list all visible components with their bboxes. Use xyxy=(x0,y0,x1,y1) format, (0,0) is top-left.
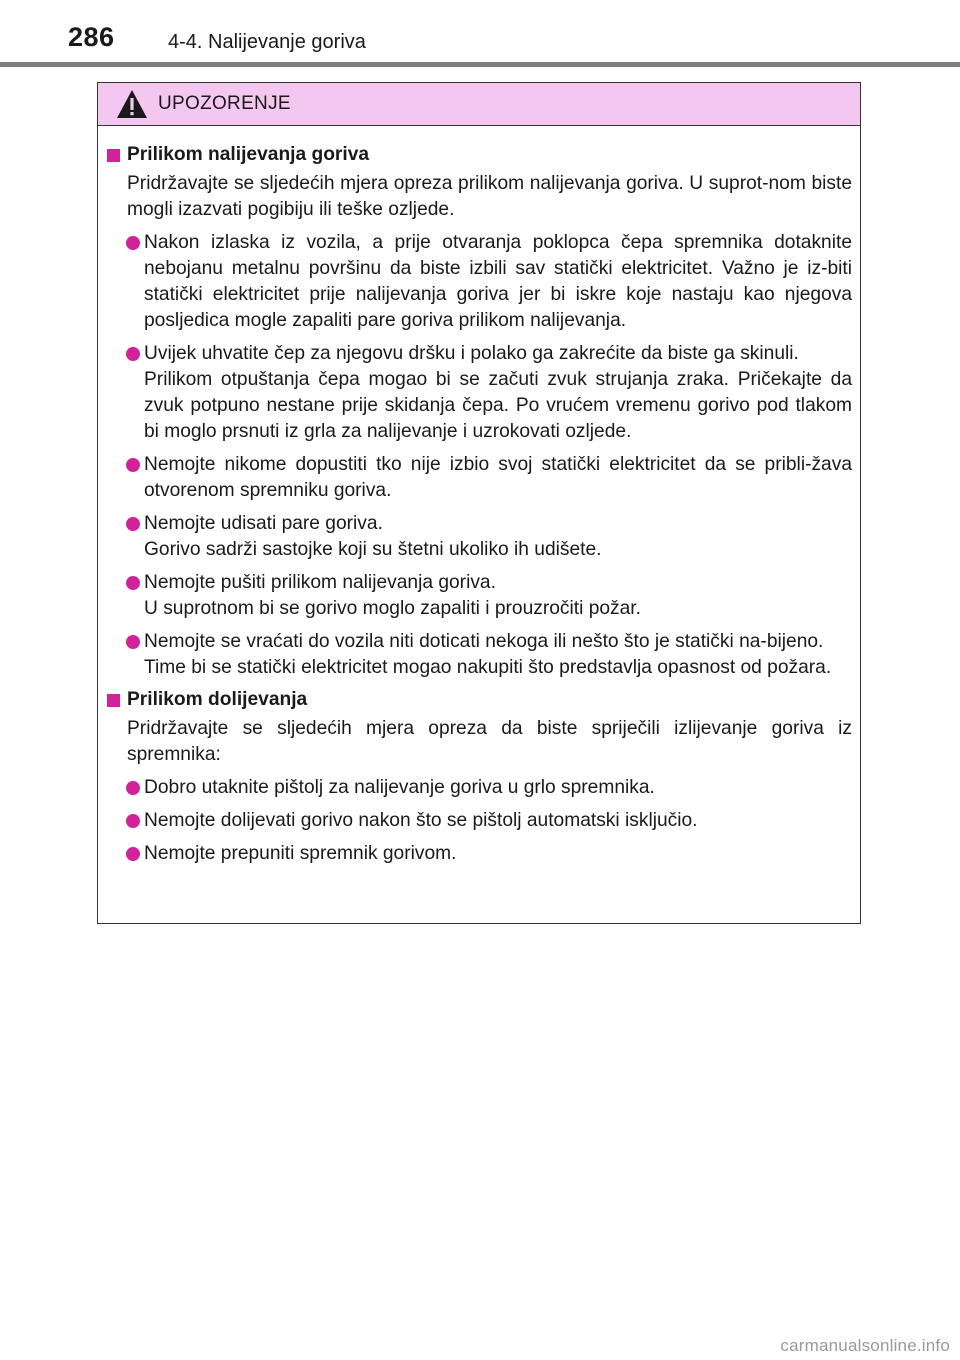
list-item-text: Nemojte udisati pare goriva. xyxy=(144,513,383,534)
circle-bullet-icon xyxy=(126,781,140,795)
circle-bullet-icon xyxy=(126,635,140,649)
list-item xyxy=(106,511,852,563)
list-item xyxy=(106,341,852,445)
list-item-text: Dobro utaknite pištolj za nalijevanje goriva u grlo spremnika. xyxy=(144,777,655,798)
circle-bullet-icon xyxy=(126,847,140,861)
circle-bullet-icon xyxy=(126,517,140,531)
section-heading xyxy=(106,687,852,713)
list-item xyxy=(106,841,852,867)
square-bullet-icon xyxy=(107,694,120,707)
list-item-text: Prilikom otpuštanja čepa mogao bi se začuti zvuk strujanja zraka. Pričekajte da zvuk potpuno nestane prije skidanja čepa. Po vrućem vremenu gorivo pod tlakom bi moglo prsnuti iz grla za nalijevanje i uzrokovati ozljede. xyxy=(144,369,852,442)
list-item-text: Nemojte nikome dopustiti tko nije izbio svoj statički elektricitet da se pribli-žava otvorenom spremniku goriva. xyxy=(144,454,852,501)
section-heading-text: Prilikom nalijevanja goriva xyxy=(127,144,370,165)
list-item xyxy=(106,452,852,504)
warning-box xyxy=(97,82,861,924)
list-item-text: Nakon izlaska iz vozila, a prije otvaranja poklopca čepa spremnika dotaknite nebojanu metalnu površinu da biste izbili sav statički elektricitet. Važno je iz-biti statički elektricitet prije nalijevanja goriva jer bi iskre koje nastaju kao njegova posljedica mogle zapaliti pare goriva prilikom nalijevanja. xyxy=(144,232,852,331)
section-intro: Pridržavajte se sljedećih mjera opreza prilikom nalijevanja goriva. U suprot-nom biste mogli izazvati pogibiju ili teške ozljede. xyxy=(127,173,852,220)
circle-bullet-icon xyxy=(126,576,140,590)
list-item-text: Uvijek uhvatite čep za njegovu dršku i polako ga zakrećite da biste ga skinuli. xyxy=(144,343,799,364)
circle-bullet-icon xyxy=(126,236,140,250)
list-item-text: Nemojte se vraćati do vozila niti doticati nekoga ili nešto što je statički na-bijeno. xyxy=(144,631,824,652)
list-item-text: Gorivo sadrži sastojke koji su štetni ukoliko ih udišete. xyxy=(144,539,602,560)
section-heading-text: Prilikom dolijevanja xyxy=(127,689,308,710)
list-item-text: Nemojte prepuniti spremnik gorivom. xyxy=(144,843,457,864)
list-item-text: Nemojte pušiti prilikom nalijevanja goriva. xyxy=(144,572,496,593)
header-rule xyxy=(0,62,960,67)
list-item xyxy=(106,808,852,834)
list-item xyxy=(106,230,852,334)
watermark: carmanualsonline.info xyxy=(780,1336,950,1355)
list-item-text: Nemojte dolijevati gorivo nakon što se pištolj automatski isključio. xyxy=(144,810,698,831)
square-bullet-icon xyxy=(107,149,120,162)
page-header xyxy=(0,0,960,70)
list-item-text: Time bi se statički elektricitet mogao nakupiti što predstavlja opasnost od požara. xyxy=(144,657,832,678)
circle-bullet-icon xyxy=(126,814,140,828)
warning-header xyxy=(98,83,860,126)
section-intro: Pridržavajte se sljedećih mjera opreza da biste spriječili izlijevanje goriva iz spremnika: xyxy=(127,718,852,765)
circle-bullet-icon xyxy=(126,347,140,361)
circle-bullet-icon xyxy=(126,458,140,472)
warning-title: UPOZORENJE xyxy=(158,93,291,114)
list-item xyxy=(106,775,852,801)
warning-triangle-icon xyxy=(116,89,148,119)
section-title: 4-4. Nalijevanje goriva xyxy=(168,31,366,53)
section-heading xyxy=(106,142,852,168)
list-item xyxy=(106,570,852,622)
list-item-text: U suprotnom bi se gorivo moglo zapaliti i prouzročiti požar. xyxy=(144,598,641,619)
list-item xyxy=(106,629,852,681)
warning-body xyxy=(98,126,860,867)
page-number: 286 xyxy=(68,22,115,52)
